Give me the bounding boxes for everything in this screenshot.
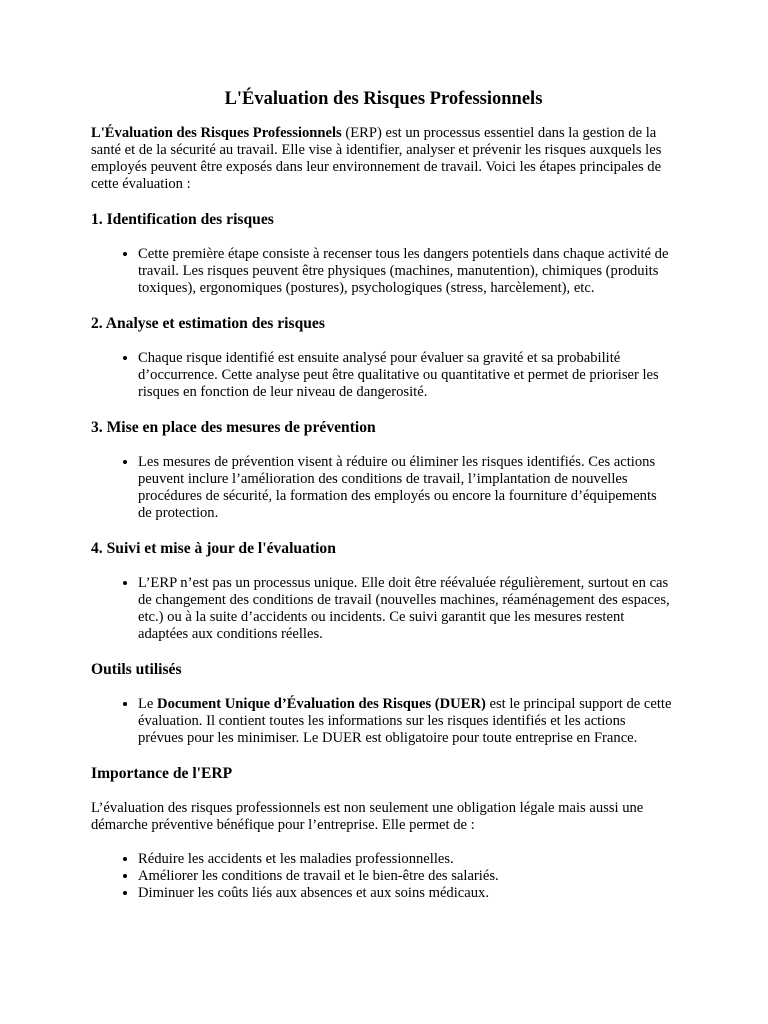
intro-text: (ERP) est un processus essentiel dans la gestion de la santé et de la sécurité au travail. Elle vise à identifier, analyser et prévenir les risques auxquels les employés peuvent être exposés dans leur environnement de travail. Voici les étapes principales de cette évaluation : [91,125,662,192]
section-heading: 1. Identification des risques [91,211,274,228]
list-item: • Améliorer les conditions de travail et le bien-être des salariés. [138,868,673,885]
list-item: • Chaque risque identifié est ensuite analysé pour évaluer sa gravité et sa probabilité d’occurrence. Cette analyse peut être qualitative ou quantitative et permet de prioriser les risques en fonction de leur niveau de dangerosité. [138,350,673,401]
list-item: • L’ERP n’est pas un processus unique. Elle doit être réévaluée régulièrement, surtout en cas de changement des conditions de travail (nouvelles machines, réaménagement des espaces, etc.) ou à la suite d’accidents ou incidents. Ce suivi garantit que les mesures restent adaptées aux conditions réelles. [138,575,673,643]
section-outils [91,660,691,747]
section-heading: 2. Analyse et estimation des risques [91,315,325,332]
bullet-list [91,350,673,401]
list-item: • Les mesures de prévention visent à réduire ou éliminer les risques identifiés. Ces actions peuvent inclure l’amélioration des conditions de travail, l’implantation de nouvelles procédures de sécurité, la formation des employés ou encore la fourniture d’équipements de protection. [138,454,673,522]
section-heading: Importance de l'ERP [91,765,233,782]
list-item: • Diminuer les coûts liés aux absences et aux soins médicaux. [138,885,673,902]
page-title: L'Évaluation des Risques Professionnels [224,89,543,109]
list-item: • Cette première étape consiste à recenser tous les dangers potentiels dans chaque activité de travail. Les risques peuvent être physiques (machines, manutention), chimiques (produits toxiques), ergonomiques (postures), psychologiques (stress, harcèlement), etc. [138,246,673,297]
section-identification [91,210,691,297]
benefits-list [91,851,673,902]
bullet-list [91,454,673,522]
intro-paragraph [91,125,679,193]
section-heading: 3. Mise en place des mesures de prévention [91,419,376,436]
list-item [138,696,673,747]
section-heading: Outils utilisés [91,661,182,678]
tools-text-post: est le principal support de cette évaluation. Il contient toutes les informations sur les risques identifiés et les actions prévues pour les minimiser. Le DUER est obligatoire pour toute entreprise en France. [138,696,672,746]
list-item: • Réduire les accidents et les maladies professionnelles. [138,851,673,868]
bullet-list [91,246,673,297]
importance-paragraph: L’évaluation des risques professionnels est non seulement une obligation légale mais aussi une démarche préventive bénéfique pour l’entreprise. Elle permet de : [91,800,644,833]
bullet-list [91,575,673,643]
tools-text-pre: Le [138,696,158,712]
section-suivi [91,539,691,643]
bullet-list [91,696,673,747]
duer-bold-term: Document Unique d’Évaluation des Risques (DUER) [157,696,486,712]
document-body [91,88,691,902]
section-importance [91,764,691,902]
section-heading: 4. Suivi et mise à jour de l'évaluation [91,540,336,557]
section-analyse [91,314,691,401]
section-prevention [91,418,691,522]
intro-bold-term: L'Évaluation des Risques Professionnels [91,125,342,141]
